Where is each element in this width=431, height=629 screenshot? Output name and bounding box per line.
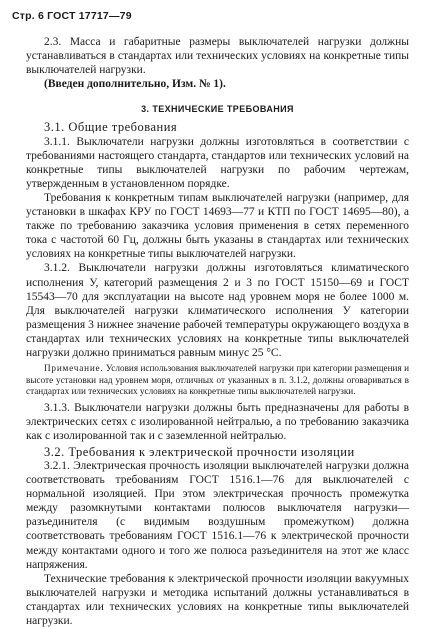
subsection-3-2-title: 3.2. Требования к электрической прочности изоляции xyxy=(44,444,355,459)
page-header: Стр. 6 ГОСТ 17717—79 xyxy=(12,10,132,22)
paragraph-2-3: 2.3. Масса и габаритные размеры выключателей нагрузки должны устанавливаться в стандартах или технических условиях на конкретные типы выключателей нагрузки. xyxy=(26,36,409,77)
paragraph-3-2-1: 3.2.1. Электрическая прочность изоляции выключателей нагрузки должна соответствовать требованиям ГОСТ 1516.1—76 для выключателей с нормальной изоляцией. При этом электрическая прочность промежутка между разомкнутыми контактами полюсов выключателя нагрузки—разъединителя (с видимым воздушным промежутком) должна соответствовать требованиям ГОСТ 1516.1—76 к электрической прочности между контактами одного и того же полюса разъединителя на этот же класс напряжения. xyxy=(26,459,409,571)
paragraph-3-1-1: 3.1.1. Выключатели нагрузки должны изготовляться в соответствии с требованиями настоящего стандарта, стандартов или технических условий на конкретные типы выключателей нагрузки по рабочим чертежам, утвержденным в установленном порядке. xyxy=(26,135,409,190)
paragraph-3-2-1-b: Технические требования к электрической прочности изоляции вакуумных выключателей нагрузки и методика испытаний должны устанавливаться в стандартах или технических условиях на конкретные типы выключателей нагрузки. xyxy=(26,572,409,627)
amendment-note: (Введен дополнительно, Изм. № 1). xyxy=(44,78,226,91)
document-body xyxy=(26,35,409,628)
note xyxy=(26,363,409,398)
note-label: Примечание. xyxy=(44,363,104,374)
paragraph-3-1-1-b: Требования к конкретным типам выключателей нагрузки (например, для установки в шкафах КРУ по ГОСТ 14693—77 и КТП по ГОСТ 14695—80), а также по требованию заказчика условия применения в сетях переменного тока с частотой 60 Гц, должны быть указаны в стандартах или технических условиях на конкретные типы выключателей нагрузки. xyxy=(26,191,409,261)
subsection-3-1-title: 3.1. Общие требования xyxy=(44,120,178,135)
section-title: 3. ТЕХНИЧЕСКИЕ ТРЕБОВАНИЯ xyxy=(141,104,294,115)
note-text: Условия использования выключателей нагрузки при категории размещения и высоте установки над уровнем моря, отличных от указанных в п. 3.1.2, должны оговариваться в стандартах или технических условиях на конкретные типы выключателей нагрузки. xyxy=(26,363,409,397)
paragraph-3-1-3: 3.1.3. Выключатели нагрузки должны быть предназначены для работы в электрических сетях с изолированной нейтралью, а по требованию заказчика как с изолированной так и с заземленной нейтралью. xyxy=(26,401,409,442)
paragraph-3-1-2: 3.1.2. Выключатели нагрузки должны изготовляться климатического исполнения У, категорий размещения 2 и 3 по ГОСТ 15150—69 и ГОСТ 15543—70 для эксплуатации на высоте над уровнем моря не более 1000 м. Для выключателей нагрузки климатического исполнения У категории размещения 3 нижнее значение рабочей температуры окружающего воздуха в стандартах или технических условиях на конкретные типы выключателей нагрузки должно приниматься равным минус 25 °С. xyxy=(26,262,409,359)
